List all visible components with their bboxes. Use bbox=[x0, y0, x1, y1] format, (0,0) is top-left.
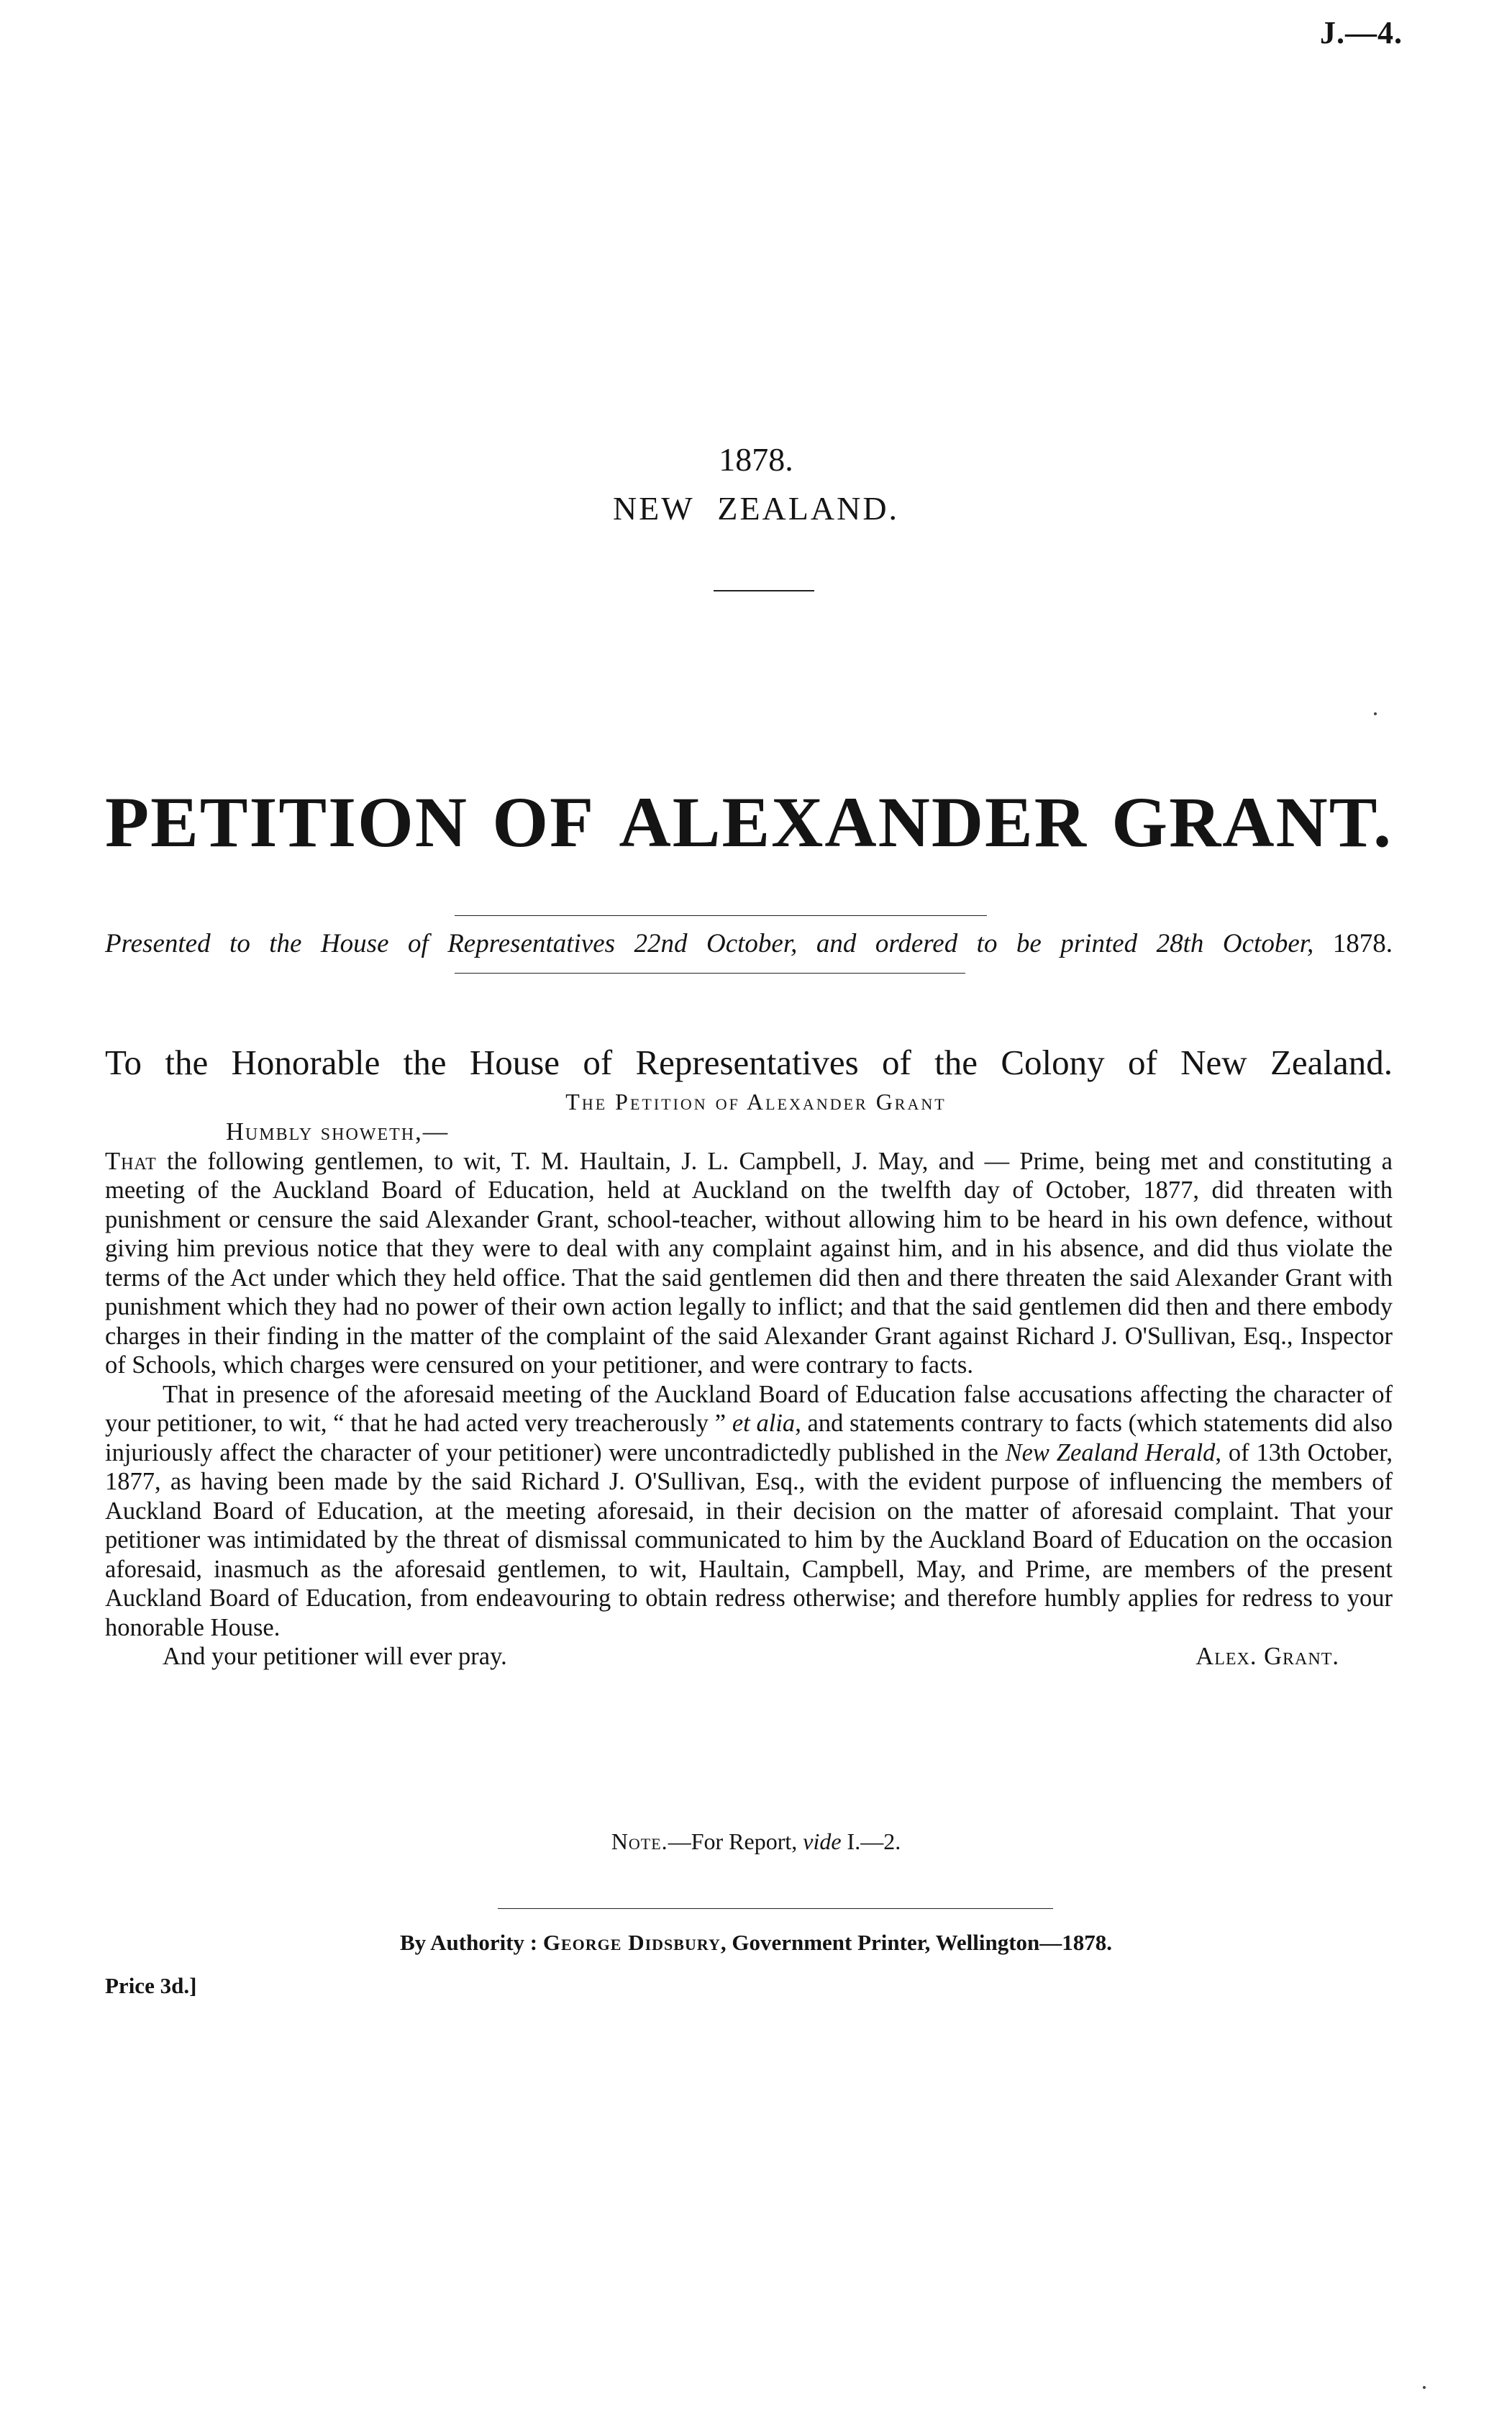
footer-rule bbox=[498, 1908, 1053, 1909]
price-label: Price 3d.] bbox=[105, 1973, 197, 1998]
presented-rule-bottom bbox=[455, 973, 965, 974]
signature: Alex. Grant. bbox=[1196, 1643, 1339, 1670]
paragraph-2-newspaper: New Zealand Herald bbox=[1005, 1438, 1216, 1466]
petition-body bbox=[105, 1117, 1393, 1672]
paper-reference: J.—4. bbox=[1320, 15, 1403, 50]
paragraph-2 bbox=[105, 1380, 1393, 1643]
paragraph-1-lead: That bbox=[105, 1147, 157, 1175]
presented-rule-top bbox=[455, 915, 987, 916]
presented-line bbox=[105, 928, 1393, 959]
presented-year: 1878. bbox=[1332, 929, 1393, 958]
title-word: GRANT. bbox=[1111, 782, 1393, 862]
title-word: PETITION bbox=[105, 782, 469, 862]
authority-tail: , Government Printer, Wellington—1878. bbox=[720, 1930, 1113, 1955]
pray-line bbox=[163, 1642, 1393, 1672]
address-heading: To the Honorable the House of Representatives of the Colony of New Zealand. bbox=[105, 1043, 1393, 1082]
note-vide: vide bbox=[803, 1828, 842, 1854]
presented-text: Presented to the House of Representatives 22nd October, and ordered to be printed 28th October, bbox=[105, 929, 1333, 958]
paragraph-2-text-a: That in presence of the aforesaid meeting of the Auckland Board of Education false accusations affecting the character of your petitioner, to wit, “ that he had acted very treacherously ” bbox=[105, 1380, 1393, 1437]
masthead-year: 1878. bbox=[719, 441, 793, 478]
paragraph-2-text-c: , of 13th October, 1877, as having been made by the said Richard J. O'Sullivan, Esq., with the evident purpose of influencing the members of Auckland Board of Education, at the meeting aforesaid, in their decision on the matter of aforesaid complaint. That your petitioner was intimidated by the threat of dismissal communicated to him by the Auckland Board of Education on the occasion aforesaid, inasmuch as the aforesaid gentlemen, to wit, Haultain, Campbell, May, and Prime, are members of the present Auckland Board of Education, from endeavouring to obtain redress otherwise; and therefore humbly applies for redress to your honorable House. bbox=[105, 1438, 1393, 1641]
petition-subtitle: The Petition of Alexander Grant bbox=[565, 1089, 947, 1115]
note-label: Note. bbox=[611, 1828, 668, 1854]
masthead-rule bbox=[714, 590, 814, 591]
pray-text: And your petitioner will ever pray. bbox=[163, 1643, 507, 1670]
title-word: OF bbox=[492, 782, 596, 862]
note-ref: I.—2. bbox=[841, 1828, 901, 1854]
paragraph-2-et-alia: et alia bbox=[732, 1410, 796, 1437]
humbly-showeth: Humbly showeth,— bbox=[226, 1118, 450, 1146]
report-note bbox=[0, 1828, 1512, 1855]
authority-lead: By Authority : bbox=[399, 1930, 543, 1955]
print-speck bbox=[1423, 2386, 1426, 2389]
print-speck bbox=[1374, 712, 1377, 715]
paragraph-2-text-b: , and statements contrary to facts (which statements did also injuriously affect the character of your petitioner) were uncontradictedly published in the bbox=[105, 1410, 1393, 1466]
document-title bbox=[105, 781, 1393, 863]
title-word: ALEXANDER bbox=[619, 782, 1088, 862]
masthead-country: NEW ZEALAND. bbox=[612, 490, 900, 527]
note-text: —For Report, bbox=[668, 1828, 803, 1854]
printer-name: George Didsbury bbox=[542, 1930, 721, 1955]
paragraph-1-text: the following gentlemen, to wit, T. M. Haultain, J. L. Campbell, J. May, and — Prime, being met and constituting a meeting of the Auckland Board of Education, held at Auckland on the twelfth day of October, 1877, did threaten with punishment or censure the said Alexander Grant, school-teacher, without allowing him to be heard in his own defence, without giving him previous notice that they were to deal with any complaint against him, and in his absence, and did thus violate the terms of the Act under which they held office. That the said gentlemen did then and there threaten the said Alexander Grant with punishment which they had no power of their own action legally to inflict; and that the said gentlemen did then and there embody charges in their finding in the matter of the complaint of the said Alexander Grant against Richard J. O'Sullivan, Esq., Inspector of Schools, which charges were censured on your petitioner, and were contrary to facts. bbox=[105, 1147, 1393, 1379]
authority-line bbox=[0, 1930, 1512, 1956]
paragraph-1 bbox=[105, 1147, 1393, 1380]
